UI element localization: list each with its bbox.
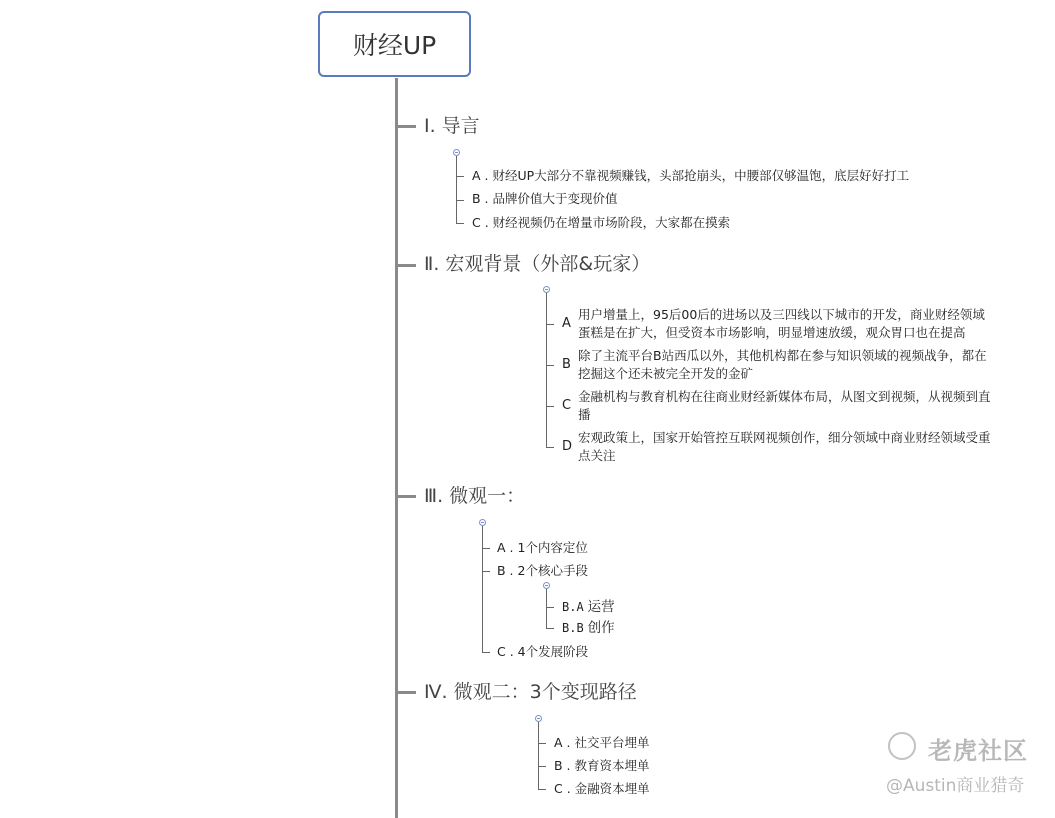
branch-tick [546,607,554,608]
branch-tick [538,743,546,744]
branch-tick [546,365,554,366]
collapse-icon[interactable] [535,715,542,722]
branch-line [456,156,457,224]
list-item[interactable]: B . 2个核心手段 [497,563,588,578]
watermark-logo-icon [888,732,916,760]
section-title-micro-two[interactable]: Ⅳ. 微观二：3个变现路径 [424,681,637,703]
item-label: 创作 [587,620,615,636]
list-item[interactable]: B . 教育资本埋单 [554,758,650,773]
item-line: 播 [578,407,591,422]
item-line: 蛋糕是在扩大，但受资本市场影响，明显增速放缓，观众胃口也在提高 [578,325,966,340]
section-title-micro-one[interactable]: Ⅲ. 微观一： [424,485,526,507]
section-title-macro[interactable]: Ⅱ. 宏观背景（外部&玩家） [424,253,651,275]
branch-line [546,293,547,447]
section-connector [398,495,416,498]
branch-tick [546,406,554,407]
branch-tick [546,628,554,629]
item-code: B.B [562,621,584,635]
watermark-brand: 老虎社区 [928,737,1028,765]
item-line: 挖掘这个还未被完全开发的金矿 [578,366,754,381]
item-line: 宏观政策上，国家开始管控互联网视频创作，细分领域中商业财经领域受重 [578,430,991,445]
branch-line [538,722,539,790]
branch-tick [456,200,464,201]
list-item[interactable] [578,347,1028,383]
branch-tick [482,571,490,572]
item-code: B.A [562,600,584,614]
item-letter: A [562,316,571,331]
list-item[interactable]: A . 1个内容定位 [497,540,588,555]
list-item[interactable]: C . 金融资本埋单 [554,781,650,796]
main-trunk-line [395,78,398,818]
branch-tick [538,766,546,767]
collapse-icon[interactable] [543,286,550,293]
list-item[interactable]: A . 财经UP大部分不靠视频赚钱，头部抢崩头，中腰部仅够温饱，底层好好打工 [472,168,910,183]
root-label: 财经UP [352,31,437,60]
branch-line [546,589,547,629]
list-item[interactable] [578,388,1028,424]
branch-tick [482,548,490,549]
list-item[interactable]: A . 社交平台埋单 [554,735,650,750]
branch-tick [482,652,490,653]
collapse-icon[interactable] [543,582,550,589]
watermark-author: @Austin商业猎奇 [886,776,1025,796]
item-line: 金融机构与教育机构在往商业财经新媒体布局，从图文到视频，从视频到直 [578,389,991,404]
list-item[interactable]: B . 品牌价值大于变现价值 [472,191,618,206]
list-item[interactable] [562,599,615,615]
section-title-intro[interactable]: Ⅰ. 导言 [424,115,480,137]
collapse-icon[interactable] [479,519,486,526]
root-node[interactable] [318,11,471,77]
list-item[interactable]: C . 4个发展阶段 [497,644,589,659]
item-letter: C [562,398,572,413]
list-item[interactable] [578,429,1028,465]
section-connector [398,125,416,128]
item-line: 用户增量上，95后00后的进场以及三四线以下城市的开发，商业财经领域 [578,307,985,322]
list-item[interactable] [562,620,615,636]
item-line: 点关注 [578,448,616,463]
branch-line [482,526,483,652]
item-label: 运营 [587,599,615,615]
branch-tick [456,223,464,224]
section-connector [398,264,416,267]
list-item[interactable] [578,306,1028,342]
item-line: 除了主流平台B站西瓜以外，其他机构都在参与知识领域的视频战争，都在 [578,348,987,363]
branch-tick [456,176,464,177]
branch-tick [538,789,546,790]
branch-tick [546,447,554,448]
item-letter: D [562,439,573,454]
section-connector [398,691,416,694]
item-letter: B [562,357,571,372]
list-item[interactable]: C . 财经视频仍在增量市场阶段，大家都在摸索 [472,215,731,230]
collapse-icon[interactable] [453,149,460,156]
branch-tick [546,324,554,325]
